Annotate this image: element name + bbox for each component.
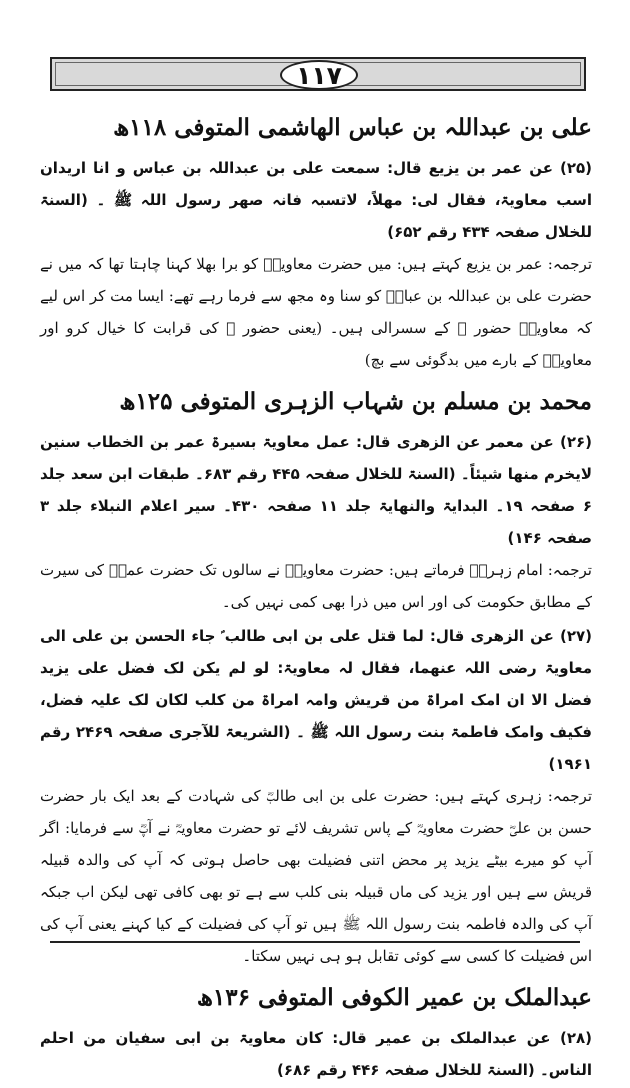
urdu-translation: ترجمہ: امام زہریؒ فرماتے ہیں: حضرت معاویہؓ نے سالوں تک حضرت عمرؓ کی سیرت کے مطابق حکومت کی اور اس میں ذرا بھی کمی نہیں کی۔ [40,561,592,611]
narration-28 [40,1022,592,1086]
section-heading-zuhri: محمد بن مسلم بن شہاب الزہری المتوفی ۱۲۵ھ [119,388,592,415]
section-heading-abdulmalik: عبدالملک بن عمیر الکوفی المتوفی ۱۳۶ھ [196,984,592,1011]
arabic-narration: (۲۵) عن عمر بن یزیع قال: سمعت علی بن عبداللہ بن عباس و انا اریدان اسب معاویۃ، فقال لی: مھلاً، لاتسبہ فانہ صھر رسول اللہ ﷺ ۔ (السنۃ للخلال صفحہ ۴۳۴ رقم ۶۵۲) [40,159,592,241]
narration-25 [40,152,592,376]
arabic-narration: (۲۸) عن عبدالملک بن عمیر قال: کان معاویۃ بن ابی سفیان من احلم الناس۔ (السنۃ للخلال صفحہ ۴۴۶ رقم ۶۸۶) [40,1029,592,1079]
section-heading-ali-bin-abdullah: علی بن عبداللہ بن عباس الھاشمی المتوفی ۱۱۸ھ [113,114,592,141]
arabic-narration: (۲۷) عن الزھری قال: لما قتل علی بن ابی طالب ؑ جاء الحسن بن علی الی معاویۃ رضی اللہ عنھما، فقال لہ معاویۃ: لو لم یکن لک فضل علی یزید فضل الا ان امک امراۃ من قریش وامہ امراۃ من کلب لکان لک علیہ فضل، فکیف وامک فاطمۃ بنت رسول اللہ ﷺ ۔ (الشریعۃ للآجری صفحہ ۲۴۶۹ رقم ۱۹۶۱) [40,627,592,773]
narration-27 [40,620,592,972]
urdu-translation: ترجمہ: زہری کہتے ہیں: حضرت علی بن ابی طالبؓ کی شہادت کے بعد ایک بار حضرت حسن بن علیؓ حضرت معاویہؓ کے پاس تشریف لائے تو حضرت معاویہؓ نے آپؓ سے فرمایا: اگر آپ کو میرے بیٹے یزید پر محض اتنی فضیلت بھی حاصل ہوتی کہ آپ کی والدہ قبیلہ قریش سے ہیں اور یزید کی ماں قبیلہ بنی کلب سے ہے تو بھی کافی تھی لیکن اب جبکہ آپ کی والدہ فاطمہ بنت رسول اللہ ﷺ ہیں تو آپ کی فضیلت کے کیا کہنے یعنی آپ کی اس فضیلت کا کسی سے کوئی تقابل ہو ہی نہیں سکتا۔ [40,787,592,965]
narration-26 [40,426,592,618]
urdu-translation: ترجمہ: عمر بن یزیع کہتے ہیں: میں حضرت معاویہؓ کو برا بھلا کہنا چاہتا تھا کہ میں نے حضرت علی بن عبداللہ بن عباسؓ کو سنا وہ مجھ سے فرما رہے تھے: ایسا مت کر اس لیے کہ معاویہؓ حضور ﷺ کے سسرالی ہیں۔ (یعنی حضور ﷺ کی قرابت کا خیال کرو اور معاویہؓ کے بارے میں بدگوئی سے بچ) [40,255,592,369]
arabic-narration: (۲۶) عن معمر عن الزھری قال: عمل معاویۃ بسیرۃ عمر بن الخطاب سنین لایخرم منھا شیئاً۔ (السنۃ للخلال صفحہ ۴۴۵ رقم ۶۸۳۔ طبقات ابن سعد جلد ۶ صفحہ ۱۹۔ البدایۃ والنھایۃ جلد ۱۱ صفحہ ۴۳۰۔ سیر اعلام النبلاء جلد ۳ صفحہ ۱۴۶) [40,433,593,547]
page-number: ۱۱۷ [280,60,358,90]
footer-rule [50,941,580,943]
